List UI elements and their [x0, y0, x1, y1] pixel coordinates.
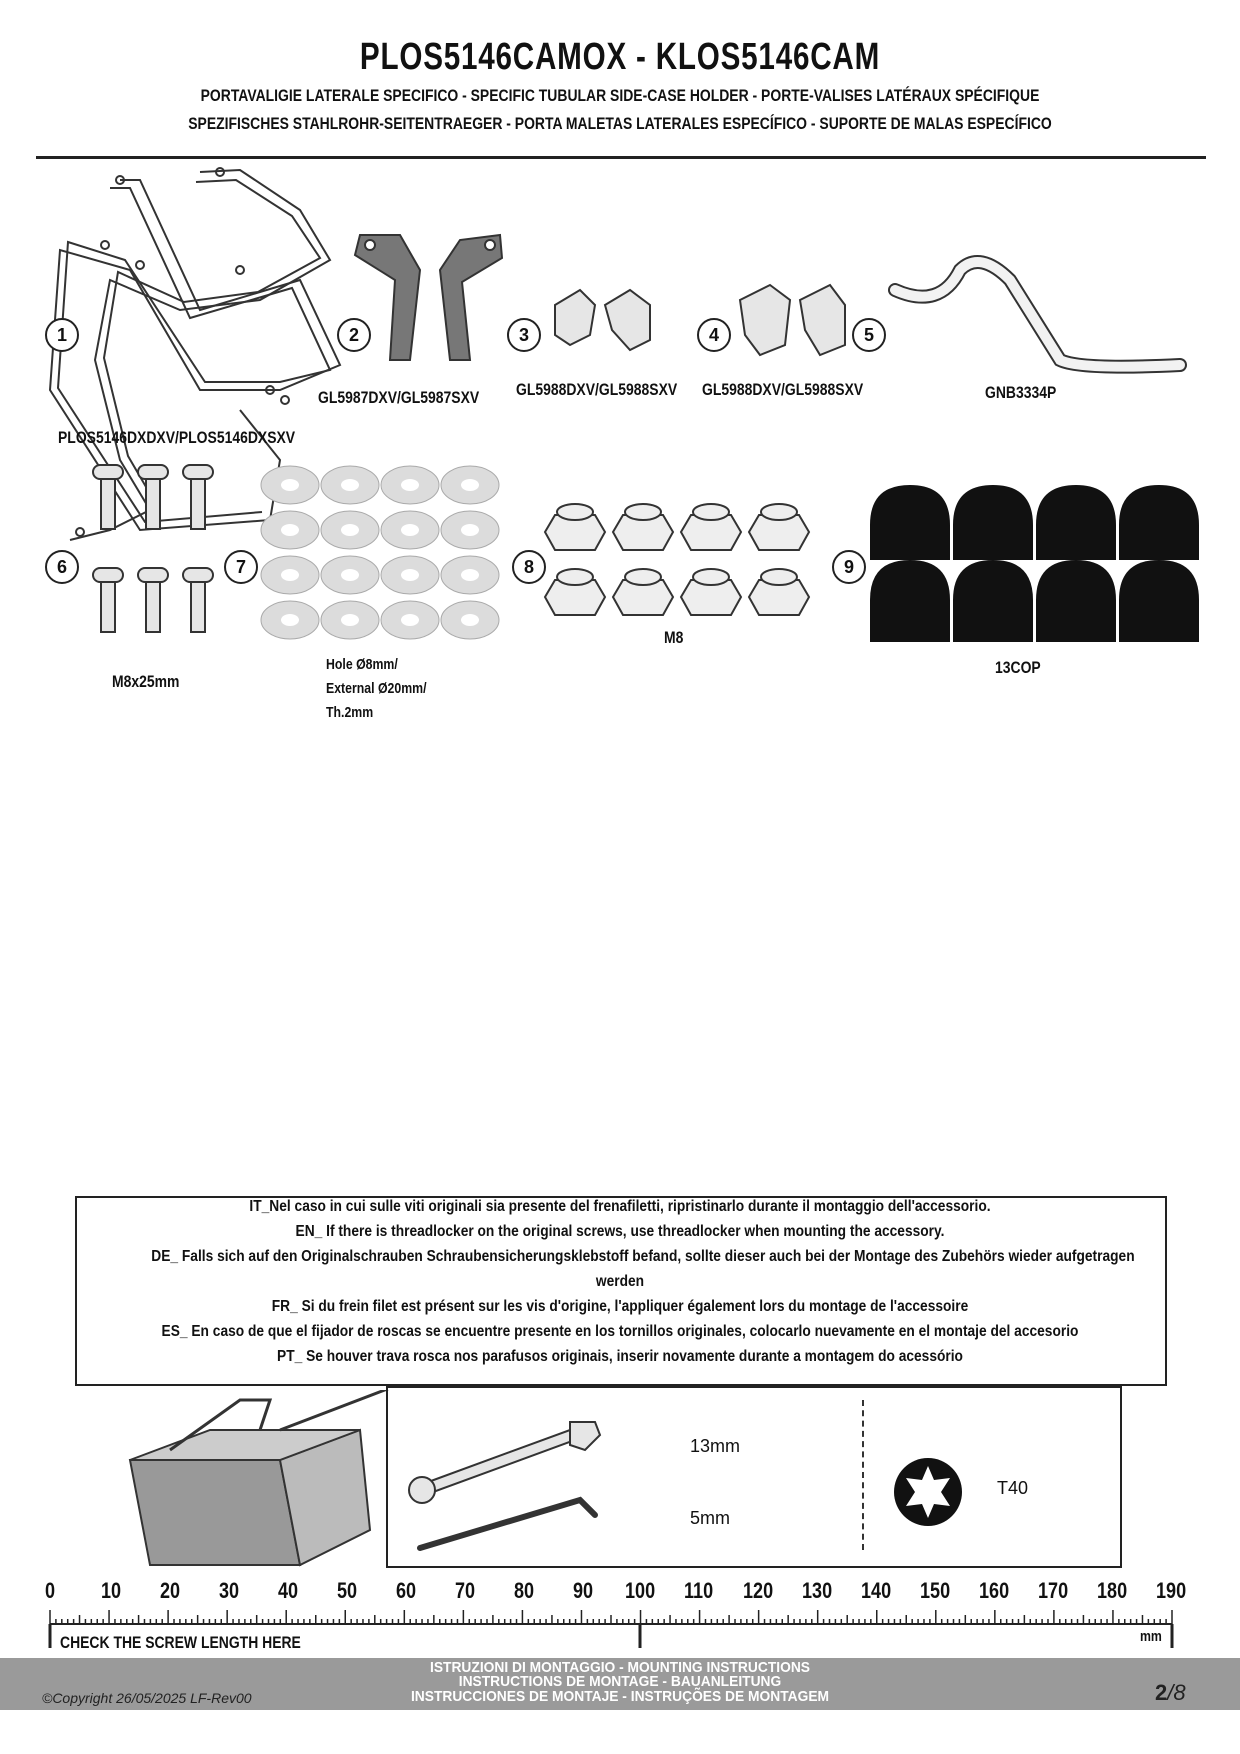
torx-size-label: T40 — [997, 1478, 1029, 1498]
part-code-7-line-3: Th.2mm — [326, 704, 374, 721]
part-code-8: M8 — [664, 628, 684, 647]
part-number-6: 6 — [45, 550, 79, 584]
ruler-label: 100 — [625, 1578, 656, 1603]
wrench-icon — [409, 1422, 600, 1503]
page-current: 2 — [1155, 1680, 1168, 1705]
bar-5-drawing — [895, 262, 1180, 367]
ruler-label: 80 — [514, 1578, 535, 1603]
page-title: PLOS5146CAMOX - KLOS5146CAM — [359, 36, 881, 78]
tools-divider — [862, 1400, 864, 1550]
footer-line-1: ISTRUZIONI DI MONTAGGIO - MOUNTING INSTRUCTIONS — [429, 1659, 810, 1676]
copyright-text: ©Copyright 26/05/2025 LF-Rev00 — [42, 1690, 252, 1706]
ruler-label: 50 — [337, 1578, 358, 1603]
ruler-labels — [38, 1578, 1218, 1606]
note-de-cont: werden — [595, 1273, 645, 1290]
ruler-label: 90 — [573, 1578, 594, 1603]
part-number-8: 8 — [512, 550, 546, 584]
part-code-7-line-1: Hole Ø8mm/ — [326, 656, 398, 673]
part-code-9: 13COP — [995, 658, 1041, 677]
part-code-7-line-2: External Ø20mm/ — [326, 680, 427, 697]
ruler-label: 70 — [455, 1578, 476, 1603]
part-code-3: GL5988DXV/GL5988SXV — [516, 380, 678, 399]
toolbox-icon — [110, 1390, 410, 1590]
note-de: DE_ Falls sich auf den Originalschrauben Schraubensicherungsklebstoff befand, sollte dieser auch bei der Montage des Zubehörs wieder aufgetragen — [151, 1248, 1135, 1265]
nuts-8-drawing — [545, 504, 809, 615]
ruler-unit: mm — [1140, 1628, 1162, 1645]
footer-line-3: INSTRUCCIONES DE MONTAJE - INSTRUÇÕES DE MONTAGEM — [410, 1688, 830, 1705]
ruler-caption: CHECK THE SCREW LENGTH HERE — [60, 1633, 301, 1652]
part-number-4: 4 — [697, 318, 731, 352]
part-code-6: M8x25mm — [112, 672, 180, 691]
wrench-size-label: 13mm — [690, 1436, 741, 1456]
caps-9-drawing — [870, 485, 1199, 642]
header-divider — [36, 156, 1206, 159]
washers-7-drawing — [261, 466, 499, 639]
part-number-9: 9 — [832, 550, 866, 584]
page-total: /8 — [1167, 1680, 1186, 1705]
part-code-5: GNB3334P — [985, 383, 1057, 402]
ruler-label: 60 — [396, 1578, 417, 1603]
page-number — [1155, 1680, 1186, 1706]
note-pt: PT_ Se houver trava rosca nos parafusos originais, inserir novamente durante a montagem do acessório — [277, 1348, 963, 1365]
ruler-label: 190 — [1156, 1578, 1187, 1603]
bracket-3-drawing — [555, 290, 650, 350]
allen-key-icon — [420, 1500, 595, 1548]
ruler-label: 130 — [802, 1578, 833, 1603]
part-number-7: 7 — [224, 550, 258, 584]
part-code-1: PLOS5146DXDXV/PLOS5146DXSXV — [58, 428, 296, 447]
note-fr: FR_ Si du frein filet est présent sur les vis d'origine, l'appliquer également lors du montage de l'accessoire — [271, 1298, 969, 1315]
subtitle-line-1: PORTAVALIGIE LATERALE SPECIFICO - SPECIFIC TUBULAR SIDE-CASE HOLDER - PORTE-VALISES LATÉRAUX SPÉCIFIQUE — [200, 86, 1040, 105]
part-number-5: 5 — [852, 318, 886, 352]
note-es: ES_ En caso de que el fijador de roscas se encuentre presente en los tornillos originales, colocarlo nuevamente en el montaje del accesorio — [161, 1323, 1079, 1340]
part-number-2: 2 — [337, 318, 371, 352]
ruler-label: 110 — [684, 1578, 714, 1603]
bracket-4-drawing — [740, 285, 845, 355]
subtitle-line-2: SPEZIFISCHES STAHLROHR-SEITENTRAEGER - PORTA MALETAS LATERALES ESPECÍFICO - SUPORTE DE MALAS ESPECÍFICO — [188, 114, 1052, 133]
part-code-2: GL5987DXV/GL5987SXV — [318, 388, 480, 407]
torx-icon — [892, 1456, 964, 1528]
ruler-label: 0 — [45, 1578, 56, 1603]
note-en: EN_ If there is threadlocker on the original screws, use threadlocker when mounting the accessory. — [295, 1223, 945, 1240]
part-number-1: 1 — [45, 318, 79, 352]
tools-drawing — [400, 1410, 610, 1560]
part-number-3: 3 — [507, 318, 541, 352]
allen-size-label: 5mm — [690, 1508, 730, 1528]
ruler-label: 170 — [1038, 1578, 1069, 1603]
part-code-4: GL5988DXV/GL5988SXV — [702, 380, 864, 399]
ruler-label: 20 — [160, 1578, 181, 1603]
parts-illustration — [0, 160, 1240, 740]
screws-6-drawing — [93, 465, 213, 632]
ruler-label: 160 — [979, 1578, 1010, 1603]
note-it: IT_Nel caso in cui sulle viti originali sia presente del frenafiletti, ripristinarlo durante il montaggio dell'accessorio. — [249, 1198, 991, 1215]
ruler-label: 180 — [1097, 1578, 1128, 1603]
bracket-2-drawing — [355, 235, 502, 360]
ruler-label: 10 — [101, 1578, 122, 1603]
footer-line-2: INSTRUCTIONS DE MONTAGE - BAUANLEITUNG — [458, 1673, 782, 1690]
ruler-label: 120 — [743, 1578, 774, 1603]
ruler-label: 40 — [278, 1578, 299, 1603]
ruler-label: 30 — [219, 1578, 240, 1603]
ruler-label: 150 — [920, 1578, 951, 1603]
ruler-label: 140 — [861, 1578, 892, 1603]
